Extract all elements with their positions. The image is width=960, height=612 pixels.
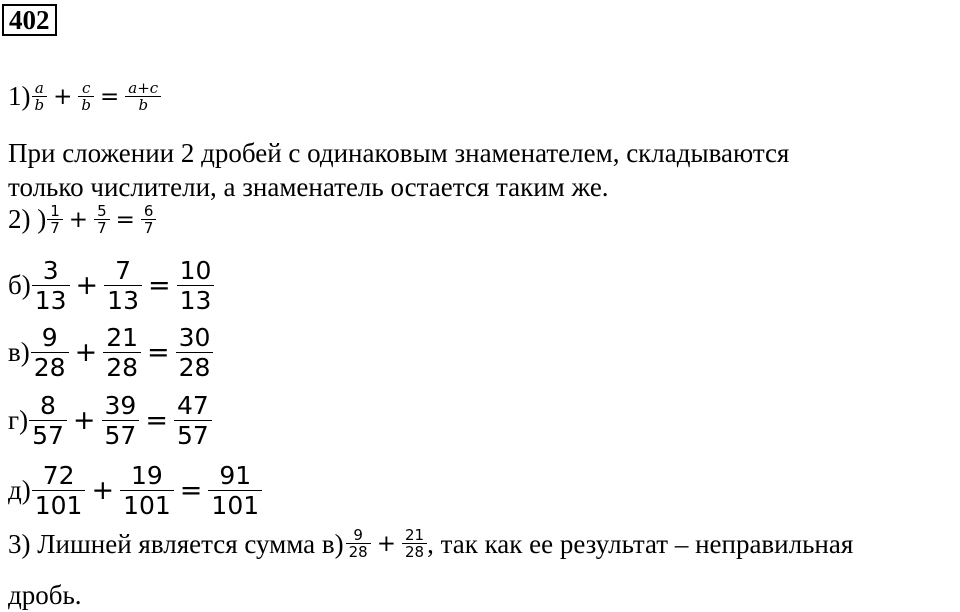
part1-text-line2: только числители, а знаменатель остается таким же.: [8, 172, 609, 202]
fraction: [208, 461, 262, 520]
denominator: 7: [50, 219, 60, 237]
numerator: c: [81, 79, 91, 97]
fraction: [31, 323, 69, 382]
fraction: [102, 391, 140, 450]
part2-row-b: [8, 256, 214, 315]
numerator: 39: [104, 391, 137, 420]
row-prefix: г): [8, 405, 29, 435]
part1-label: 1): [8, 81, 31, 111]
numerator: 47: [176, 391, 209, 420]
part3-text-line2: дробь.: [8, 580, 82, 610]
equals-sign: =: [179, 475, 203, 506]
part2-row-g: [8, 391, 212, 450]
denominator: 57: [104, 421, 137, 450]
denominator: 57: [32, 421, 64, 450]
fraction: [32, 256, 70, 315]
numerator: 10: [179, 256, 212, 285]
fraction: [120, 461, 174, 520]
equals-sign: =: [115, 206, 135, 233]
part3-text-before: 3) Лишней является сумма в): [8, 528, 344, 559]
numerator: 30: [178, 323, 211, 352]
fraction: [94, 203, 110, 236]
row-prefix: д): [8, 475, 31, 505]
part2-row-a: [8, 203, 156, 236]
numerator: 9: [353, 526, 363, 544]
denominator: 28: [348, 543, 368, 561]
fraction: [141, 203, 157, 236]
fraction: [32, 461, 86, 520]
part1-text-line1: При сложении 2 дробей с одинаковым знаменателем, складываются: [8, 138, 790, 168]
fraction: [174, 391, 212, 450]
denominator: 28: [405, 543, 425, 561]
fraction: [104, 256, 142, 315]
numerator: 9: [41, 323, 58, 352]
fraction-sum: [125, 80, 161, 113]
numerator: a+c: [128, 79, 159, 97]
row-prefix: в): [8, 337, 30, 367]
denominator: b: [138, 96, 149, 114]
numerator: 19: [131, 461, 163, 490]
fraction: [176, 323, 214, 382]
numerator: 5: [97, 202, 107, 220]
denominator: 101: [123, 491, 171, 520]
denominator: b: [34, 96, 45, 114]
part2-row-d: [8, 461, 262, 520]
fraction-c-over-b: [78, 80, 94, 113]
part3-text-after: , так как ее результат – неправильная: [427, 528, 854, 559]
denominator: 28: [178, 353, 211, 382]
numerator: 7: [115, 256, 132, 285]
equals-sign: =: [100, 83, 120, 110]
plus-sign: +: [376, 530, 397, 557]
fraction: [29, 391, 67, 450]
denominator: 13: [107, 286, 139, 315]
numerator: 6: [143, 202, 154, 220]
plus-sign: +: [74, 337, 98, 368]
denominator: 101: [34, 491, 83, 520]
numerator: 21: [405, 526, 425, 544]
denominator: 57: [176, 421, 209, 450]
numerator: a: [34, 79, 44, 97]
plus-sign: +: [75, 270, 99, 301]
numerator: 8: [40, 391, 56, 420]
plus-sign: +: [72, 405, 96, 436]
denominator: 28: [33, 353, 66, 382]
numerator: 21: [106, 323, 138, 352]
plus-sign: +: [91, 475, 115, 506]
part2-label: 2) ): [8, 204, 47, 234]
denominator: 13: [179, 286, 212, 315]
denominator: 13: [34, 286, 67, 315]
numerator: 72: [42, 461, 75, 490]
part3-line1: [8, 527, 853, 560]
part2-row-v: [8, 323, 213, 382]
row-prefix: б): [8, 270, 31, 300]
fraction: [47, 203, 63, 236]
fraction: [402, 527, 427, 560]
plus-sign: +: [68, 206, 89, 233]
plus-sign: +: [53, 83, 73, 110]
problem-number: 402: [2, 4, 57, 36]
denominator: 28: [106, 353, 138, 382]
denominator: 101: [211, 491, 260, 520]
fraction: [346, 527, 371, 560]
equals-sign: =: [147, 270, 171, 301]
numerator: 1: [50, 202, 60, 220]
denominator: b: [81, 96, 91, 114]
fraction: [103, 323, 141, 382]
denominator: 7: [97, 219, 107, 237]
numerator: 3: [42, 256, 59, 285]
fraction-a-over-b: [32, 80, 48, 113]
fraction: [177, 256, 215, 315]
equals-sign: =: [147, 337, 170, 368]
equals-sign: =: [145, 405, 168, 436]
numerator: 91: [219, 461, 252, 490]
part1-formula: [8, 80, 161, 113]
denominator: 7: [143, 219, 154, 237]
